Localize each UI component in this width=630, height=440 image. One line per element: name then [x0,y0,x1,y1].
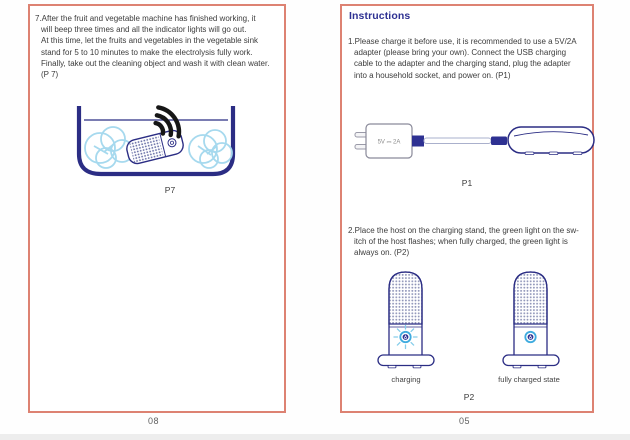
figure-label-p7: P7 [164,185,176,195]
step1-line: into a household socket, and power on. (P1) [354,70,511,80]
page-number-left: 08 [148,416,160,426]
power-button-steady-icon [525,332,535,342]
adapter-rating-label: 5V ⎓ 2A [377,139,401,146]
step7-paragraph [35,13,269,80]
step7-line: stand for 5 to 10 minutes to make the electrolysis fully work. [41,47,253,57]
vegetable-right [189,130,232,168]
charging-stand [508,127,594,155]
step2-line: itch of the host flashes; when fully charged, the green light is [354,237,568,247]
stand-base [503,355,559,368]
page-right [340,4,594,413]
step2-line: always on. (P2) [354,248,410,258]
page-bottom-edge [0,434,630,440]
step7-line: (P 7) [41,70,59,80]
step7-line: 7.After the fruit and vegetable machine has finished working, it [35,14,256,23]
device-in-water [125,129,185,166]
caption-charging: charging [391,375,421,384]
step2-paragraph [348,225,579,259]
step7-line: At this time, let the fruits and vegetables in the vegetable sink [41,36,259,46]
step1-line: adapter (please bring your own). Connect the USB charging [354,48,567,58]
step1-line: 1.Please charge it before use, it is recommended to use a 5V/2A [348,37,577,46]
stand-base [378,355,434,368]
caption-fully-charged: fully charged state [498,375,560,384]
usb-cable [424,138,491,144]
step1-paragraph [348,36,577,81]
host-device-charging [378,272,434,368]
power-adapter [366,124,412,158]
figure-label-p1: P1 [461,178,473,188]
sink-illustration [70,98,242,196]
charging-states-illustration [347,264,596,372]
vegetable-left [85,127,133,168]
charging-setup-illustration [350,114,596,169]
usb-connector-icon [412,136,424,147]
step2-line: 2.Place the host on the charging stand, the green light on the sw- [348,226,579,235]
page-number-right: 05 [459,416,471,426]
stand-connector-icon [491,137,507,146]
instructions-header: Instructions [349,10,411,22]
power-button-flashing-icon [394,326,417,349]
step1-line: cable to the adapter and the charging stand, plug the adapter [354,59,571,69]
host-device-fully-charged [503,272,559,368]
figure-label-p2: P2 [463,392,475,402]
step7-line: will beep three times and all the indicator lights will go out. [41,25,247,35]
page-left [28,4,286,413]
step7-line: Finally, take out the cleaning object and wash it with clean water. [41,58,270,68]
